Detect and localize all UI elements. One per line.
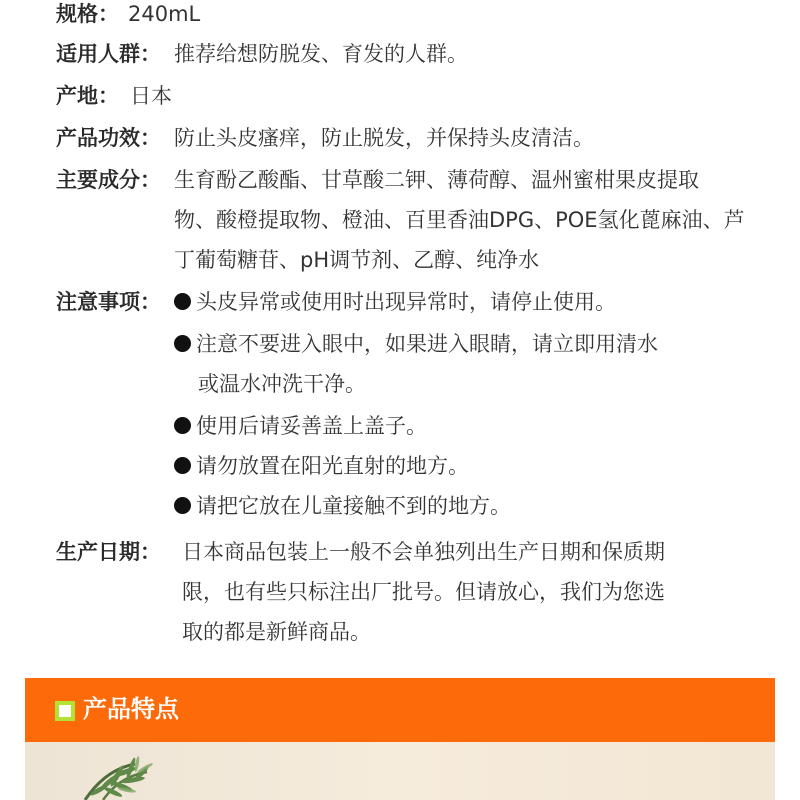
section-title: 产品特点 (83, 695, 179, 723)
origin-value: 日本 (130, 84, 172, 108)
bullet-dot-icon (174, 417, 191, 434)
product-feature-photo (25, 742, 775, 800)
ingredients-line: 丁葡萄糖苷、pH调节剂、乙醇、纯净水 (174, 248, 540, 272)
spec-row-audience (56, 34, 756, 74)
production-date-line: 日本商品包装上一般不会单独列出生产日期和保质期 (182, 540, 665, 564)
caution-item (174, 486, 658, 526)
production-date-line: 限，也有些只标注出厂批号。但请放心，我们为您选 (182, 580, 665, 604)
production-date-value (182, 532, 665, 652)
bullet-dot-icon (174, 497, 191, 514)
caution-item (174, 446, 658, 486)
cautions-label: 注意事项： (56, 290, 161, 314)
efficacy-value: 防止头皮瘙痒，防止脱发，并保持头皮清洁。 (174, 126, 594, 150)
spec-row-efficacy (56, 118, 756, 158)
bullet-dot-icon (174, 457, 191, 474)
ingredients-label: 主要成分： (56, 168, 161, 192)
spec-row-size (56, 0, 756, 34)
production-date-label: 生产日期： (56, 540, 161, 564)
spec-row-origin (56, 76, 756, 116)
caution-text: 注意不要进入眼中，如果进入眼睛，请立即用清水 (196, 332, 658, 356)
production-date-line: 取的都是新鲜商品。 (182, 620, 371, 644)
bullet-dot-icon (174, 335, 191, 352)
spec-label: 规格： (56, 2, 119, 26)
spec-row-ingredients (56, 160, 756, 282)
efficacy-label: 产品功效： (56, 126, 161, 150)
origin-label: 产地： (56, 84, 119, 108)
caution-text-continued: 或温水冲洗干净。 (198, 372, 366, 396)
caution-text: 请把它放在儿童接触不到的地方。 (196, 494, 511, 518)
spec-row-cautions (56, 282, 756, 532)
ingredients-value (174, 160, 745, 280)
audience-value: 推荐给想防脱发、育发的人群。 (174, 42, 468, 66)
bullet-dot-icon (174, 293, 191, 310)
ingredients-line: 生育酚乙酸酯、甘草酸二钾、薄荷醇、温州蜜柑果皮提取 (174, 168, 699, 192)
spec-row-production-date (56, 532, 756, 656)
caution-text: 头皮异常或使用时出现异常时，请停止使用。 (196, 290, 616, 314)
caution-item (174, 324, 658, 404)
cautions-list (174, 282, 658, 526)
rosemary-sprig-icon (25, 742, 775, 800)
caution-text: 请勿放置在阳光直射的地方。 (196, 454, 469, 478)
caution-text: 使用后请妥善盖上盖子。 (196, 414, 427, 438)
audience-label: 适用人群： (56, 42, 161, 66)
spec-value: 240mL (128, 2, 201, 26)
square-outline-icon (55, 701, 75, 721)
ingredients-line: 物、酸橙提取物、橙油、百里香油DPG、POE氢化蓖麻油、芦 (174, 208, 745, 232)
caution-item (174, 282, 658, 322)
caution-item (174, 406, 658, 446)
section-header-bar (25, 678, 775, 742)
